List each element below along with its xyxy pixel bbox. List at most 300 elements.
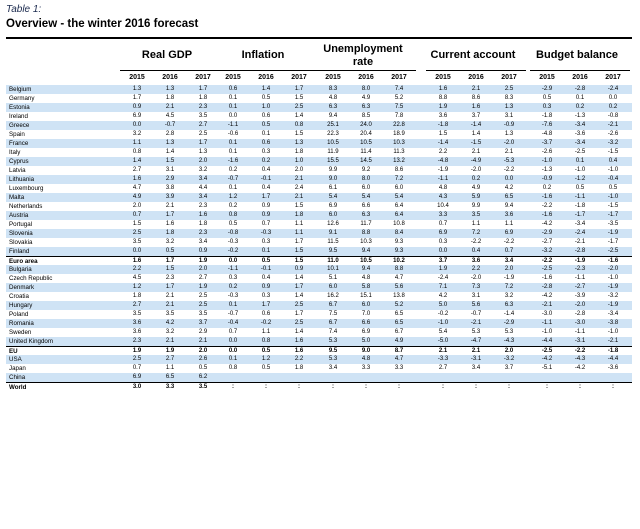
table-cell: 1.8 — [132, 293, 142, 299]
table-cell: -3.4 — [574, 122, 586, 128]
table-cell: 1.8 — [294, 365, 304, 371]
table-cell: 2.7 — [132, 302, 142, 308]
year-header: 2017 — [605, 74, 621, 81]
table-cell: -1.6 — [541, 275, 553, 281]
table-cell: 4.2 — [165, 320, 175, 326]
table-cell: : — [579, 384, 581, 390]
table-cell: 2.7 — [198, 275, 208, 281]
table-cell: -2.2 — [503, 239, 515, 245]
table-cell: -3.7 — [541, 140, 553, 146]
table-cell: 0.6 — [261, 311, 271, 317]
table-cell: 2.7 — [165, 356, 175, 362]
table-cell: 1.9 — [165, 348, 175, 354]
table-cell: 1.8 — [165, 230, 175, 236]
table-cell: 8.7 — [394, 348, 404, 354]
country-name: Austria — [9, 212, 29, 219]
table-cell: 2.1 — [471, 149, 481, 155]
table-row — [6, 265, 632, 274]
table-cell: -3.0 — [541, 311, 553, 317]
table-cell: 1.5 — [294, 131, 304, 137]
table-cell: -0.8 — [227, 230, 239, 236]
table-cell: 8.4 — [394, 230, 404, 236]
table-cell: 1.9 — [132, 348, 142, 354]
table-cell: 3.2 — [504, 293, 514, 299]
table-cell: 10.3 — [393, 140, 405, 146]
table-row — [6, 229, 632, 238]
table-cell: -1.2 — [574, 176, 586, 182]
table-row — [6, 355, 632, 364]
table-cell: 2.0 — [504, 266, 514, 272]
table-cell: 1.7 — [261, 302, 271, 308]
table-cell: 6.5 — [394, 311, 404, 317]
table-cell: 3.7 — [198, 320, 208, 326]
table-cell: 0.0 — [228, 338, 238, 344]
group-header: Current account — [430, 49, 516, 61]
table-cell: -2.5 — [574, 149, 586, 155]
country-name: Slovakia — [9, 239, 33, 246]
table-cell: 2.5 — [294, 320, 304, 326]
year-header: 2017 — [501, 74, 517, 81]
table-cell: 2.2 — [294, 356, 304, 362]
table-row — [6, 139, 632, 148]
table-cell: 1.7 — [198, 140, 208, 146]
table-cell: -2.9 — [503, 320, 515, 326]
table-cell: -1.3 — [541, 167, 553, 173]
table-cell: 9.3 — [394, 248, 404, 254]
table-row — [6, 256, 632, 265]
table-cell: -4.4 — [607, 356, 619, 362]
table-cell: 8.6 — [471, 95, 481, 101]
table-cell: -1.4 — [437, 140, 449, 146]
table-cell: 8.0 — [361, 86, 371, 92]
table-cell: 11.7 — [360, 221, 372, 227]
table-row — [6, 175, 632, 184]
table-cell: 8.8 — [438, 95, 448, 101]
table-cell: 1.9 — [438, 104, 448, 110]
table-cell: 2.1 — [165, 203, 175, 209]
table-cell: -2.8 — [574, 86, 586, 92]
table-cell: 0.3 — [261, 293, 271, 299]
table-cell: -2.1 — [574, 239, 586, 245]
table-cell: 9.3 — [394, 239, 404, 245]
table-cell: 3.2 — [165, 239, 175, 245]
table-cell: 9.0 — [361, 348, 371, 354]
table-cell: 1.9 — [198, 284, 208, 290]
table-cell: 8.3 — [504, 95, 514, 101]
table-cell: 1.0 — [261, 104, 271, 110]
table-cell: 2.0 — [198, 158, 208, 164]
table-row — [6, 157, 632, 166]
table-cell: -0.7 — [164, 122, 176, 128]
table-cell: 0.7 — [438, 221, 448, 227]
table-cell: 2.5 — [198, 302, 208, 308]
table-cell: 5.0 — [438, 302, 448, 308]
table-cell: -0.4 — [227, 320, 239, 326]
table-row — [6, 337, 632, 346]
table-cell: -2.1 — [541, 302, 553, 308]
table-cell: -2.6 — [541, 149, 553, 155]
table-cell: 4.9 — [132, 194, 142, 200]
country-name: Lithuania — [9, 176, 35, 183]
table-row — [6, 202, 632, 211]
table-cell: 2.0 — [504, 348, 514, 354]
table-cell: 5.8 — [361, 284, 371, 290]
table-cell: 1.8 — [294, 212, 304, 218]
table-cell: 4.7 — [132, 185, 142, 191]
table-cell: -2.1 — [607, 338, 619, 344]
table-cell: 0.7 — [504, 248, 514, 254]
table-cell: -1.1 — [227, 266, 239, 272]
table-row — [6, 247, 632, 256]
table-cell: 7.8 — [394, 113, 404, 119]
table-cell: 9.5 — [328, 248, 338, 254]
table-cell: 1.5 — [165, 158, 175, 164]
table-cell: 1.3 — [504, 104, 514, 110]
table-cell: -3.6 — [607, 365, 619, 371]
table-cell: 3.1 — [471, 293, 481, 299]
table-cell: -0.3 — [227, 293, 239, 299]
table-cell: -2.2 — [503, 167, 515, 173]
table-cell: 6.9 — [361, 329, 371, 335]
table-cell: -2.2 — [574, 348, 586, 354]
year-header: 2016 — [572, 74, 588, 81]
table-cell: 4.7 — [394, 275, 404, 281]
group-rule — [530, 70, 630, 71]
table-cell: 3.5 — [165, 311, 175, 317]
table-cell: 7.5 — [394, 104, 404, 110]
table-cell: -2.7 — [574, 284, 586, 290]
table-cell: -1.0 — [541, 329, 553, 335]
table-cell: 1.1 — [261, 329, 271, 335]
table-cell: 3.5 — [132, 311, 142, 317]
table-cell: -4.2 — [574, 365, 586, 371]
table-cell: : — [508, 384, 510, 390]
table-cell: 0.8 — [228, 365, 238, 371]
table-row — [6, 346, 632, 355]
year-header: 2015 — [225, 74, 241, 81]
table-cell: 6.2 — [198, 374, 208, 380]
table-cell: 1.5 — [294, 95, 304, 101]
table-cell: 1.4 — [471, 131, 481, 137]
table-cell: 6.0 — [361, 302, 371, 308]
table-cell: -0.7 — [470, 311, 482, 317]
table-cell: 3.4 — [198, 194, 208, 200]
table-cell: 0.9 — [261, 203, 271, 209]
table-cell: -7.6 — [541, 122, 553, 128]
year-header: 2016 — [162, 74, 178, 81]
table-cell: 9.4 — [504, 203, 514, 209]
table-cell: 9.1 — [328, 230, 338, 236]
table-cell: -4.3 — [574, 356, 586, 362]
table-cell: 2.1 — [294, 176, 304, 182]
table-cell: -1.0 — [574, 167, 586, 173]
table-cell: 1.6 — [198, 212, 208, 218]
year-header: 2015 — [539, 74, 555, 81]
table-cell: -2.3 — [574, 266, 586, 272]
table-cell: 0.8 — [261, 338, 271, 344]
table-cell: -2.8 — [541, 284, 553, 290]
table-cell: 2.7 — [438, 365, 448, 371]
table-cell: 0.5 — [575, 185, 585, 191]
table-cell: -4.7 — [470, 338, 482, 344]
table-cell: -0.2 — [227, 248, 239, 254]
table-cell: 6.6 — [361, 320, 371, 326]
table-cell: 0.5 — [261, 95, 271, 101]
table-cell: -1.5 — [607, 203, 619, 209]
table-cell: 1.6 — [471, 104, 481, 110]
table-cell: -2.9 — [541, 230, 553, 236]
table-cell: -3.1 — [470, 356, 482, 362]
table-cell: 4.9 — [471, 185, 481, 191]
table-cell: 2.2 — [471, 266, 481, 272]
table-cell: -2.5 — [541, 266, 553, 272]
table-cell: 2.5 — [294, 104, 304, 110]
table-cell: 2.9 — [198, 329, 208, 335]
table-cell: 1.7 — [294, 284, 304, 290]
table-row — [6, 193, 632, 202]
table-cell: 2.0 — [198, 348, 208, 354]
table-cell: 7.4 — [328, 329, 338, 335]
table-cell: 1.6 — [132, 258, 142, 264]
country-name: Cyprus — [9, 158, 29, 165]
table-cell: 22.3 — [327, 131, 339, 137]
table-cell: -1.8 — [437, 122, 449, 128]
table-cell: 13.8 — [393, 293, 405, 299]
table-cell: 2.1 — [471, 348, 481, 354]
table-cell: -2.0 — [470, 275, 482, 281]
year-header: 2015 — [129, 74, 145, 81]
table-cell: -5.0 — [437, 338, 449, 344]
table-cell: 2.8 — [165, 131, 175, 137]
table-cell: 0.1 — [575, 95, 585, 101]
table-cell: 1.2 — [261, 356, 271, 362]
table-cell: 0.9 — [261, 212, 271, 218]
country-name: Portugal — [9, 221, 33, 228]
table-cell: 1.8 — [294, 149, 304, 155]
table-cell: 0.2 — [261, 158, 271, 164]
table-row — [6, 121, 632, 130]
table-cell: -3.6 — [574, 131, 586, 137]
table-cell: -1.9 — [607, 230, 619, 236]
table-cell: 1.7 — [294, 86, 304, 92]
table-cell: -4.8 — [437, 158, 449, 164]
country-name: Finland — [9, 248, 30, 255]
table-cell: 6.3 — [504, 302, 514, 308]
table-cell: 2.3 — [132, 338, 142, 344]
table-cell: 1.4 — [294, 113, 304, 119]
table-cell: 1.6 — [438, 86, 448, 92]
table-cell: 2.9 — [165, 176, 175, 182]
table-cell: 10.5 — [360, 140, 372, 146]
table-cell: 3.6 — [438, 113, 448, 119]
table-cell: 0.1 — [228, 149, 238, 155]
table-cell: 2.2 — [438, 149, 448, 155]
table-cell: -2.0 — [574, 302, 586, 308]
table-cell: 6.9 — [504, 230, 514, 236]
table-cell: 2.1 — [438, 348, 448, 354]
table-cell: -3.3 — [437, 356, 449, 362]
table-cell: 6.0 — [394, 185, 404, 191]
country-name: Czech Republic — [9, 275, 53, 282]
table-cell: 6.7 — [394, 329, 404, 335]
table-cell: 1.3 — [198, 149, 208, 155]
table-cell: -5.3 — [503, 158, 515, 164]
table-cell: 11.4 — [360, 149, 372, 155]
table-cell: 5.3 — [504, 329, 514, 335]
table-cell: -2.4 — [607, 86, 619, 92]
table-cell: -4.2 — [541, 221, 553, 227]
country-name: Estonia — [9, 104, 30, 111]
table-cell: 0.4 — [471, 248, 481, 254]
table-cell: 7.0 — [361, 311, 371, 317]
table-cell: 0.2 — [228, 167, 238, 173]
table-cell: 0.8 — [132, 149, 142, 155]
table-cell: 2.5 — [294, 302, 304, 308]
table-cell: 0.4 — [608, 158, 618, 164]
table-cell: -1.4 — [470, 122, 482, 128]
table-cell: 1.7 — [165, 258, 175, 264]
title-rule — [6, 37, 632, 39]
table-cell: -3.5 — [607, 221, 619, 227]
table-cell: 0.6 — [261, 140, 271, 146]
table-row — [6, 274, 632, 283]
table-cell: -0.3 — [260, 230, 272, 236]
table-cell: 3.4 — [328, 365, 338, 371]
table-cell: 13.2 — [393, 158, 405, 164]
table-cell: : — [442, 384, 444, 390]
table-cell: 1.0 — [294, 158, 304, 164]
table-cell: 7.2 — [394, 176, 404, 182]
table-cell: 4.8 — [438, 185, 448, 191]
table-cell: 0.1 — [228, 302, 238, 308]
table-cell: 1.5 — [132, 221, 142, 227]
table-cell: 3.4 — [504, 258, 514, 264]
table-cell: -1.0 — [541, 158, 553, 164]
table-cell: 0.2 — [228, 203, 238, 209]
table-cell: 1.3 — [504, 131, 514, 137]
table-cell: 3.5 — [198, 311, 208, 317]
table-cell: -0.1 — [260, 176, 272, 182]
table-cell: 10.3 — [360, 239, 372, 245]
table-cell: 22.8 — [393, 122, 405, 128]
table-row — [6, 292, 632, 301]
table-cell: 2.7 — [132, 167, 142, 173]
table-cell: 4.5 — [165, 113, 175, 119]
country-name: Latvia — [9, 167, 26, 174]
table-cell: 8.8 — [394, 266, 404, 272]
table-cell: -1.8 — [541, 113, 553, 119]
table-cell: 2.5 — [198, 131, 208, 137]
table-cell: 6.4 — [394, 203, 404, 209]
table-cell: 1.7 — [132, 95, 142, 101]
table-cell: 3.1 — [165, 167, 175, 173]
table-cell: -3.4 — [574, 140, 586, 146]
table-cell: -0.9 — [541, 176, 553, 182]
table-title: Overview - the winter 2016 forecast — [6, 18, 199, 30]
country-name: Germany — [9, 95, 35, 102]
table-cell: : — [546, 384, 548, 390]
table-cell: -0.2 — [437, 311, 449, 317]
year-header: 2016 — [258, 74, 274, 81]
table-row — [6, 364, 632, 373]
table-cell: 1.1 — [504, 221, 514, 227]
table-cell: 1.7 — [165, 212, 175, 218]
table-row — [6, 85, 632, 94]
table-cell: 8.0 — [361, 176, 371, 182]
table-cell: 2.3 — [198, 203, 208, 209]
table-cell: 0.4 — [261, 185, 271, 191]
country-name: Belgium — [9, 86, 32, 93]
table-cell: 1.3 — [132, 86, 142, 92]
table-cell: 1.1 — [294, 230, 304, 236]
table-cell: 1.2 — [132, 284, 142, 290]
table-cell: 11.3 — [393, 149, 405, 155]
table-cell: -0.7 — [227, 176, 239, 182]
table-cell: -3.1 — [574, 338, 586, 344]
table-cell: -1.6 — [541, 194, 553, 200]
table-cell: 5.3 — [328, 356, 338, 362]
table-cell: -2.0 — [470, 167, 482, 173]
table-cell: 1.6 — [132, 176, 142, 182]
table-cell: 1.8 — [198, 221, 208, 227]
table-cell: 2.6 — [198, 356, 208, 362]
table-row — [6, 238, 632, 247]
table-cell: 0.2 — [471, 176, 481, 182]
table-cell: -1.8 — [607, 348, 619, 354]
table-cell: -2.4 — [437, 275, 449, 281]
table-cell: 1.9 — [438, 266, 448, 272]
table-cell: -4.4 — [541, 338, 553, 344]
table-row — [6, 283, 632, 292]
table-cell: 15.1 — [360, 293, 372, 299]
table-cell: 3.3 — [394, 365, 404, 371]
table-cell: 3.5 — [132, 239, 142, 245]
table-cell: -4.3 — [503, 338, 515, 344]
group-rule — [426, 70, 526, 71]
table-row — [6, 103, 632, 112]
table-cell: 8.6 — [394, 167, 404, 173]
table-row — [6, 130, 632, 139]
table-cell: -1.4 — [503, 311, 515, 317]
table-cell: 10.5 — [327, 140, 339, 146]
table-cell: 7.1 — [438, 284, 448, 290]
table-cell: 6.9 — [132, 113, 142, 119]
table-cell: 0.6 — [228, 86, 238, 92]
table-cell: -3.2 — [607, 140, 619, 146]
country-name: Netherlands — [9, 203, 43, 210]
country-name: Greece — [9, 122, 30, 129]
table-cell: -1.1 — [574, 329, 586, 335]
table-cell: 9.9 — [471, 203, 481, 209]
table-cell: 4.8 — [328, 95, 338, 101]
table-cell: 1.9 — [198, 258, 208, 264]
table-cell: 0.5 — [198, 365, 208, 371]
table-cell: 5.4 — [361, 194, 371, 200]
table-cell: -1.5 — [607, 149, 619, 155]
table-cell: 1.3 — [294, 140, 304, 146]
table-cell: 0.7 — [132, 212, 142, 218]
table-cell: -2.6 — [607, 131, 619, 137]
table-cell: 9.5 — [328, 348, 338, 354]
table-cell: 2.5 — [132, 356, 142, 362]
table-cell: 7.4 — [394, 86, 404, 92]
table-cell: 5.6 — [394, 284, 404, 290]
table-cell: -2.7 — [541, 239, 553, 245]
table-cell: 7.3 — [471, 284, 481, 290]
country-name: Bulgaria — [9, 266, 32, 273]
table-cell: 5.1 — [328, 275, 338, 281]
table-cell: 1.8 — [198, 95, 208, 101]
